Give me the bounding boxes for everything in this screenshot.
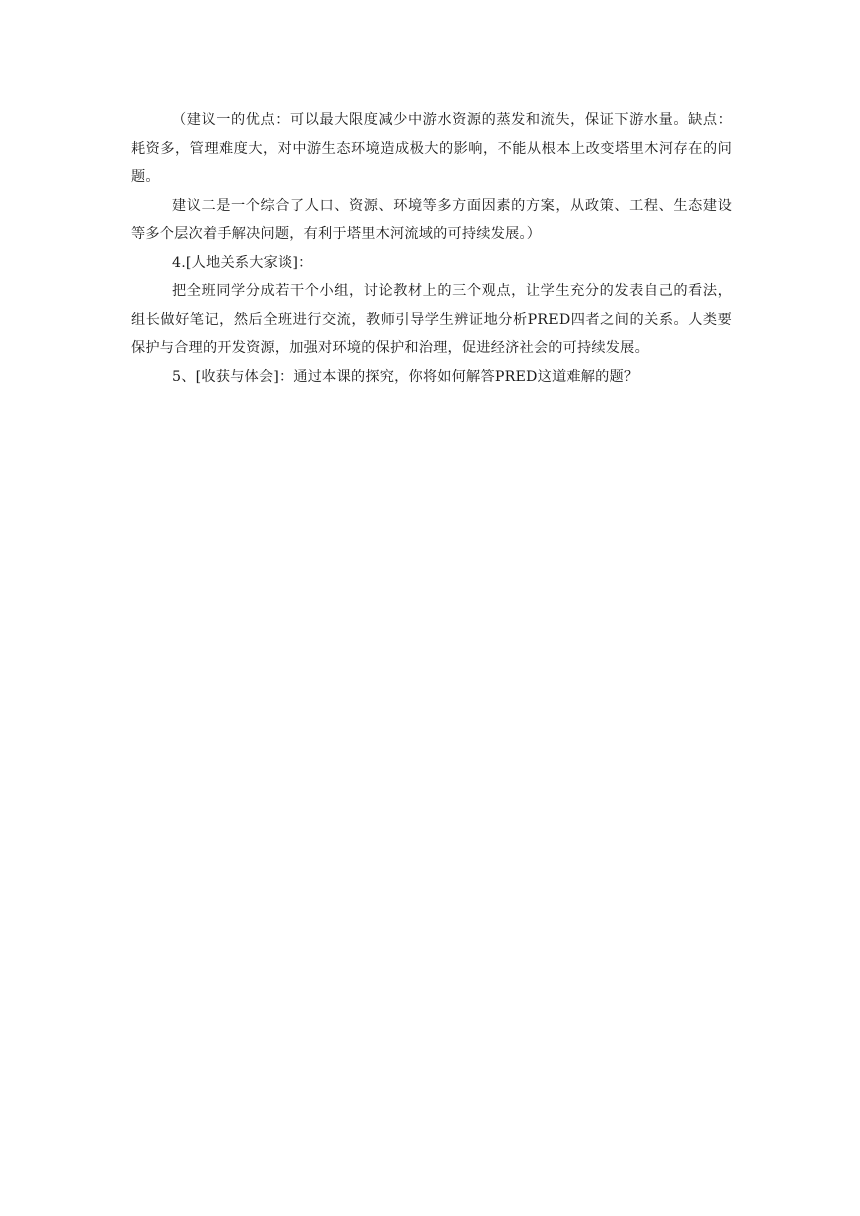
section-heading-human-land-relationship: 4.[人地关系大家谈]： [172,254,313,271]
paragraph-suggestion-one-evaluation: （建议一的优点：可以最大限度减少中游水资源的蒸发和流失，保证下游水量。缺点：耗资多，管理难度大，对中游生态环境造成极大的影响，不能从根本上改变塔里木河存在的问题。 [131,112,732,185]
section-heading-gains-and-reflections: 5、[收获与体会]：通过本课的探究，你将如何解答PRED这道难解的题？ [172,368,639,385]
document-body [131,106,732,391]
paragraph-suggestion-two-evaluation: 建议二是一个综合了人口、资源、环境等多方面因素的方案，从政策、工程、生态建设等多个层次着手解决问题，有利于塔里木河流域的可持续发展。） [131,197,732,242]
paragraph-group-discussion: 把全班同学分成若干个小组，讨论教材上的三个观点，让学生充分的发表自己的看法，组长做好笔记，然后全班进行交流，教师引导学生辨证地分析PRED四者之间的关系。人类要保护与合理的开发资源，加强对环境的保护和治理，促进经济社会的可持续发展。 [131,283,732,356]
